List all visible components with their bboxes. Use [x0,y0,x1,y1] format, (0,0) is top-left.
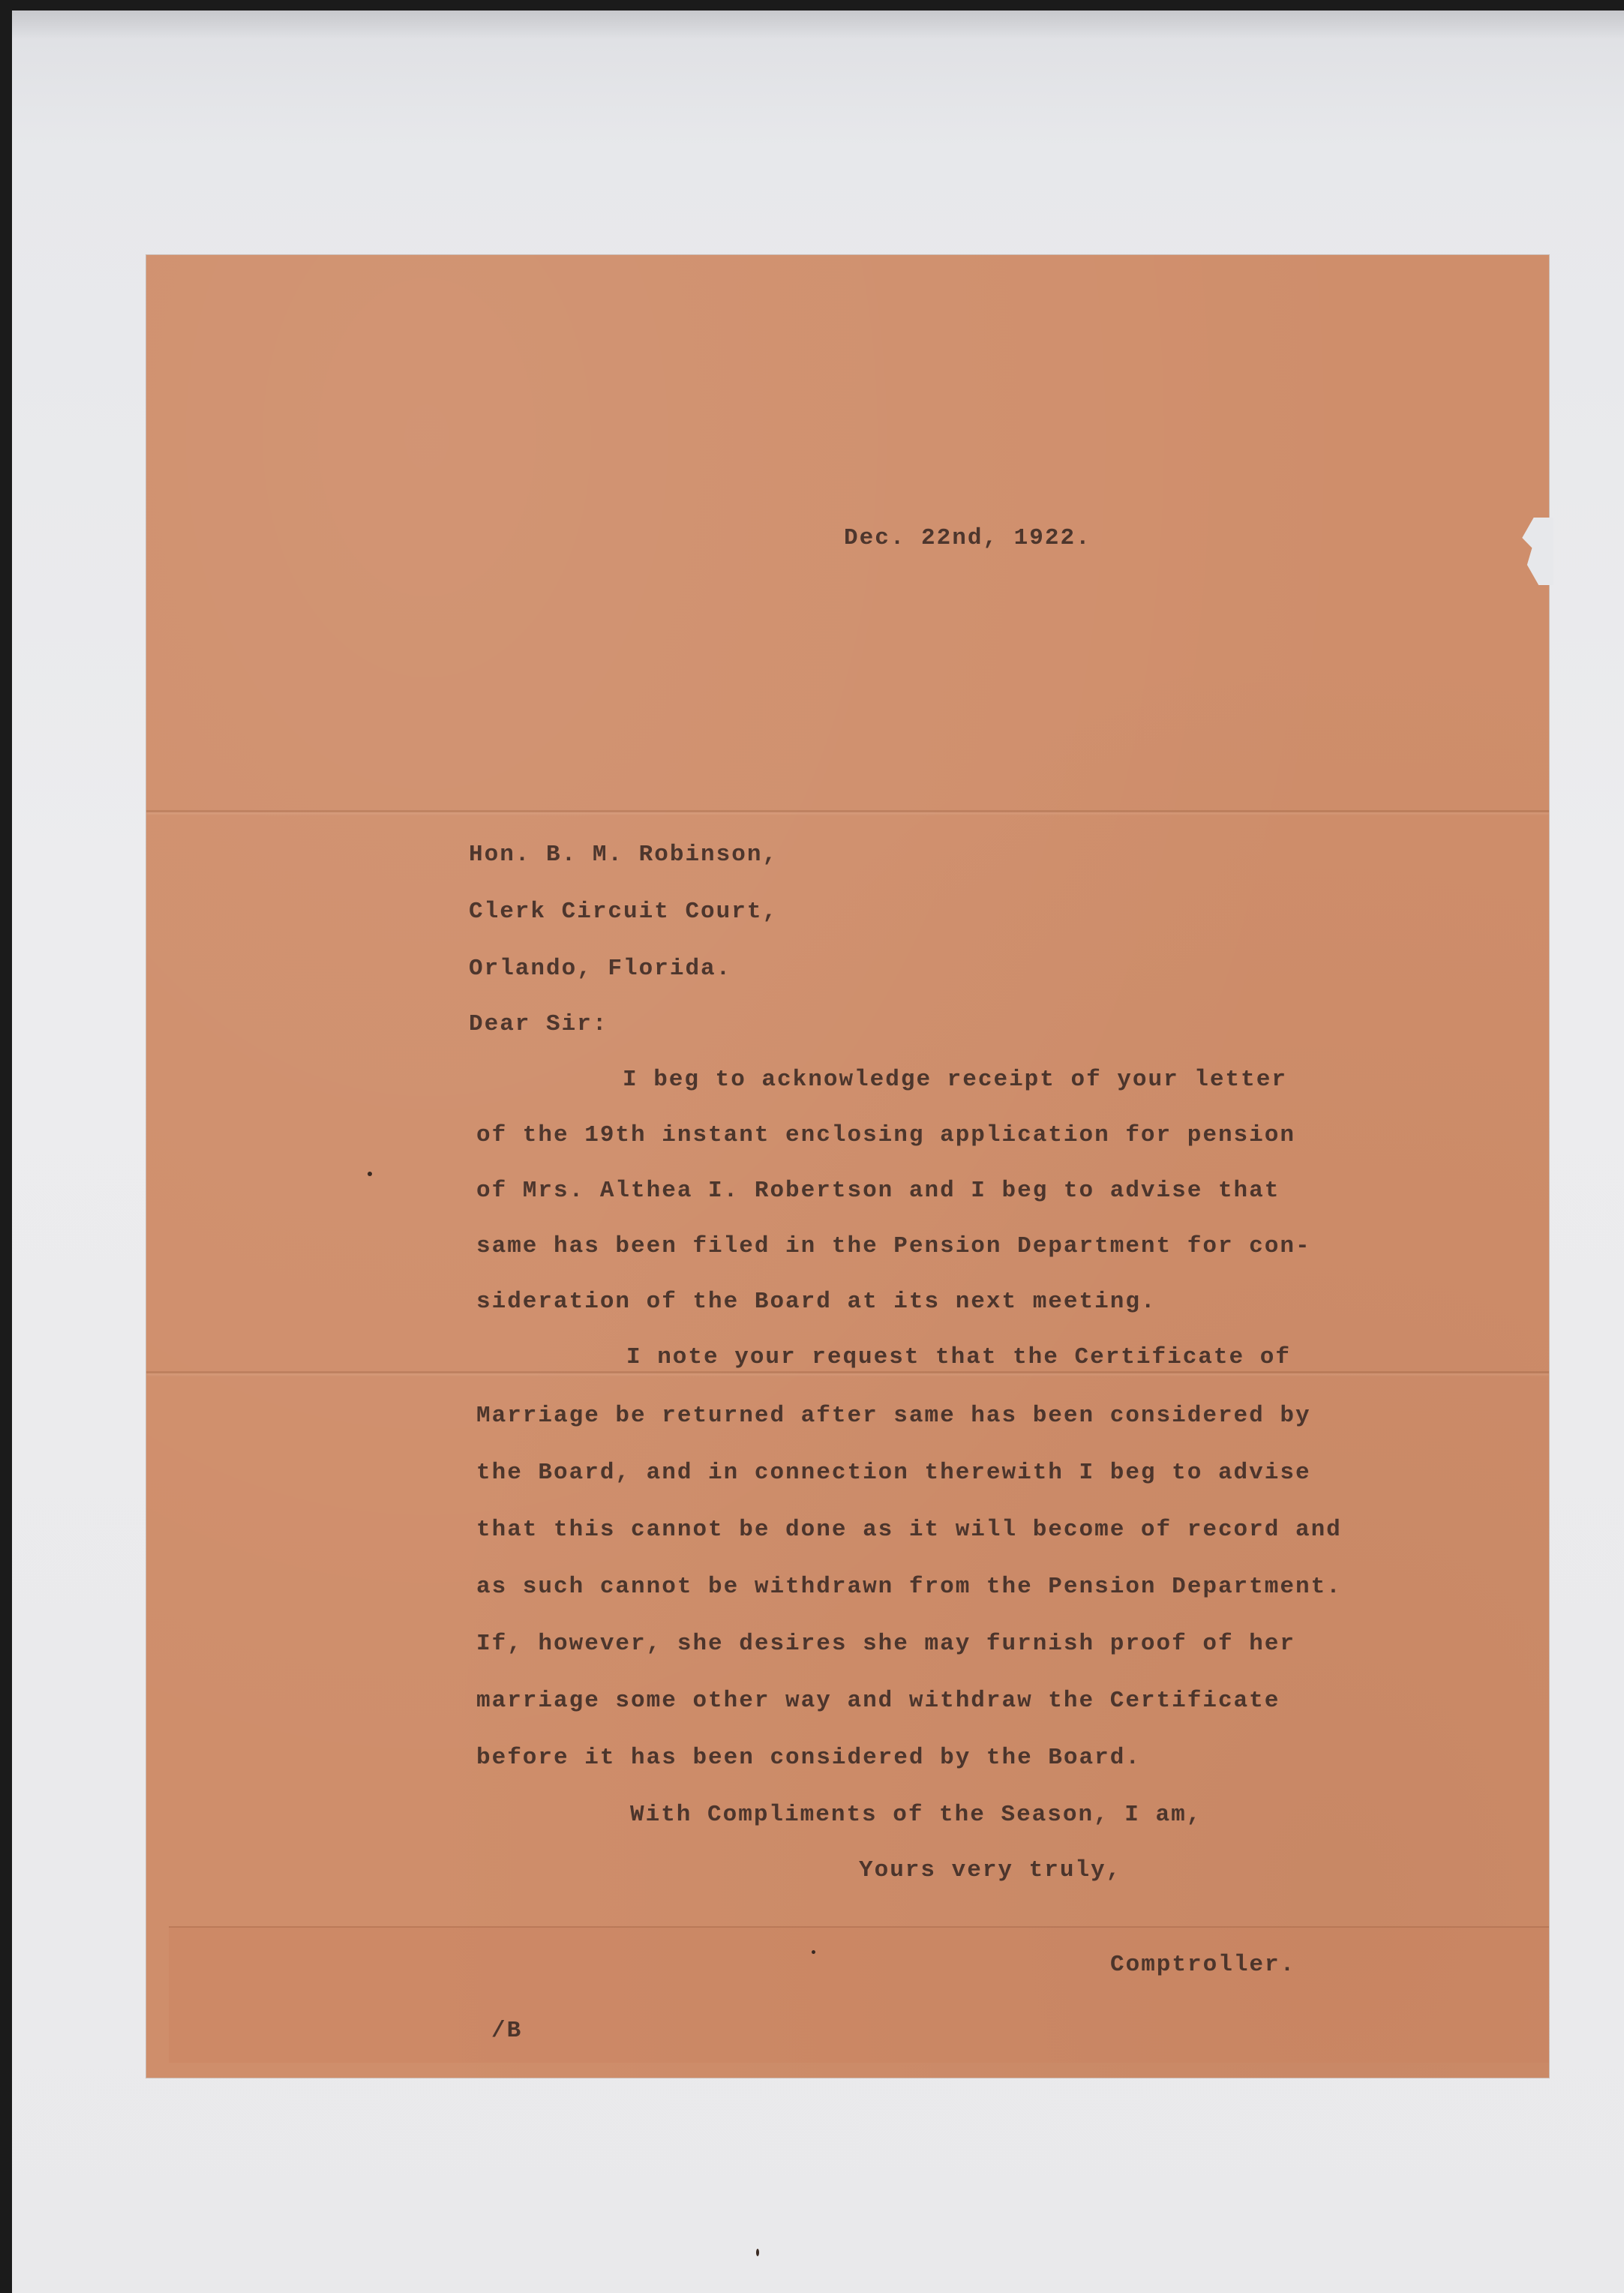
fold-crease-lower [146,1371,1549,1373]
paragraph1-line: same has been filed in the Pension Department for con- [476,1233,1311,1259]
paragraph2-line: as such cannot be withdrawn from the Pension Department. [476,1574,1342,1600]
paragraph2-line: I note your request that the Certificate of [626,1344,1291,1370]
letter-date: Dec. 22nd, 1922. [844,525,1091,551]
paragraph1-line: of the 19th instant enclosing application for pension [476,1122,1295,1148]
recipient-office: Clerk Circuit Court, [469,899,779,925]
signature-title: Comptroller. [1110,1952,1296,1978]
paragraph1-line: sideration of the Board at its next meeting. [476,1289,1157,1315]
salutation: Dear Sir: [469,1011,608,1037]
paragraph2-line: before it has been considered by the Board. [476,1745,1141,1771]
paragraph2-line: Marriage be returned after same has been considered by [476,1403,1311,1429]
paragraph1-line: of Mrs. Althea I. Robertson and I beg to advise that [476,1178,1280,1204]
recipient-location: Orlando, Florida. [469,956,732,982]
letter-sheet [146,255,1549,2078]
ink-speck [812,1950,815,1954]
paragraph2-line: If, however, she desires she may furnish proof of her [476,1631,1295,1657]
fold-crease-upper [146,810,1549,812]
closing-line: With Compliments of the Season, I am, [630,1802,1202,1828]
paragraph2-line: the Board, and in connection therewith I beg to advise [476,1460,1311,1486]
paragraph2-line: that this cannot be done as it will become of record and [476,1517,1342,1543]
bottom-fold-strip [169,1926,1549,2063]
reference-initials: /B [491,2018,523,2044]
ink-speck [756,2249,759,2256]
ink-speck [368,1172,372,1176]
torn-edge [1520,518,1553,585]
valediction: Yours very truly, [859,1857,1122,1883]
paragraph2-line: marriage some other way and withdraw the Certificate [476,1688,1280,1714]
recipient-name: Hon. B. M. Robinson, [469,842,779,868]
paragraph1-line: I beg to acknowledge receipt of your letter [623,1067,1287,1093]
